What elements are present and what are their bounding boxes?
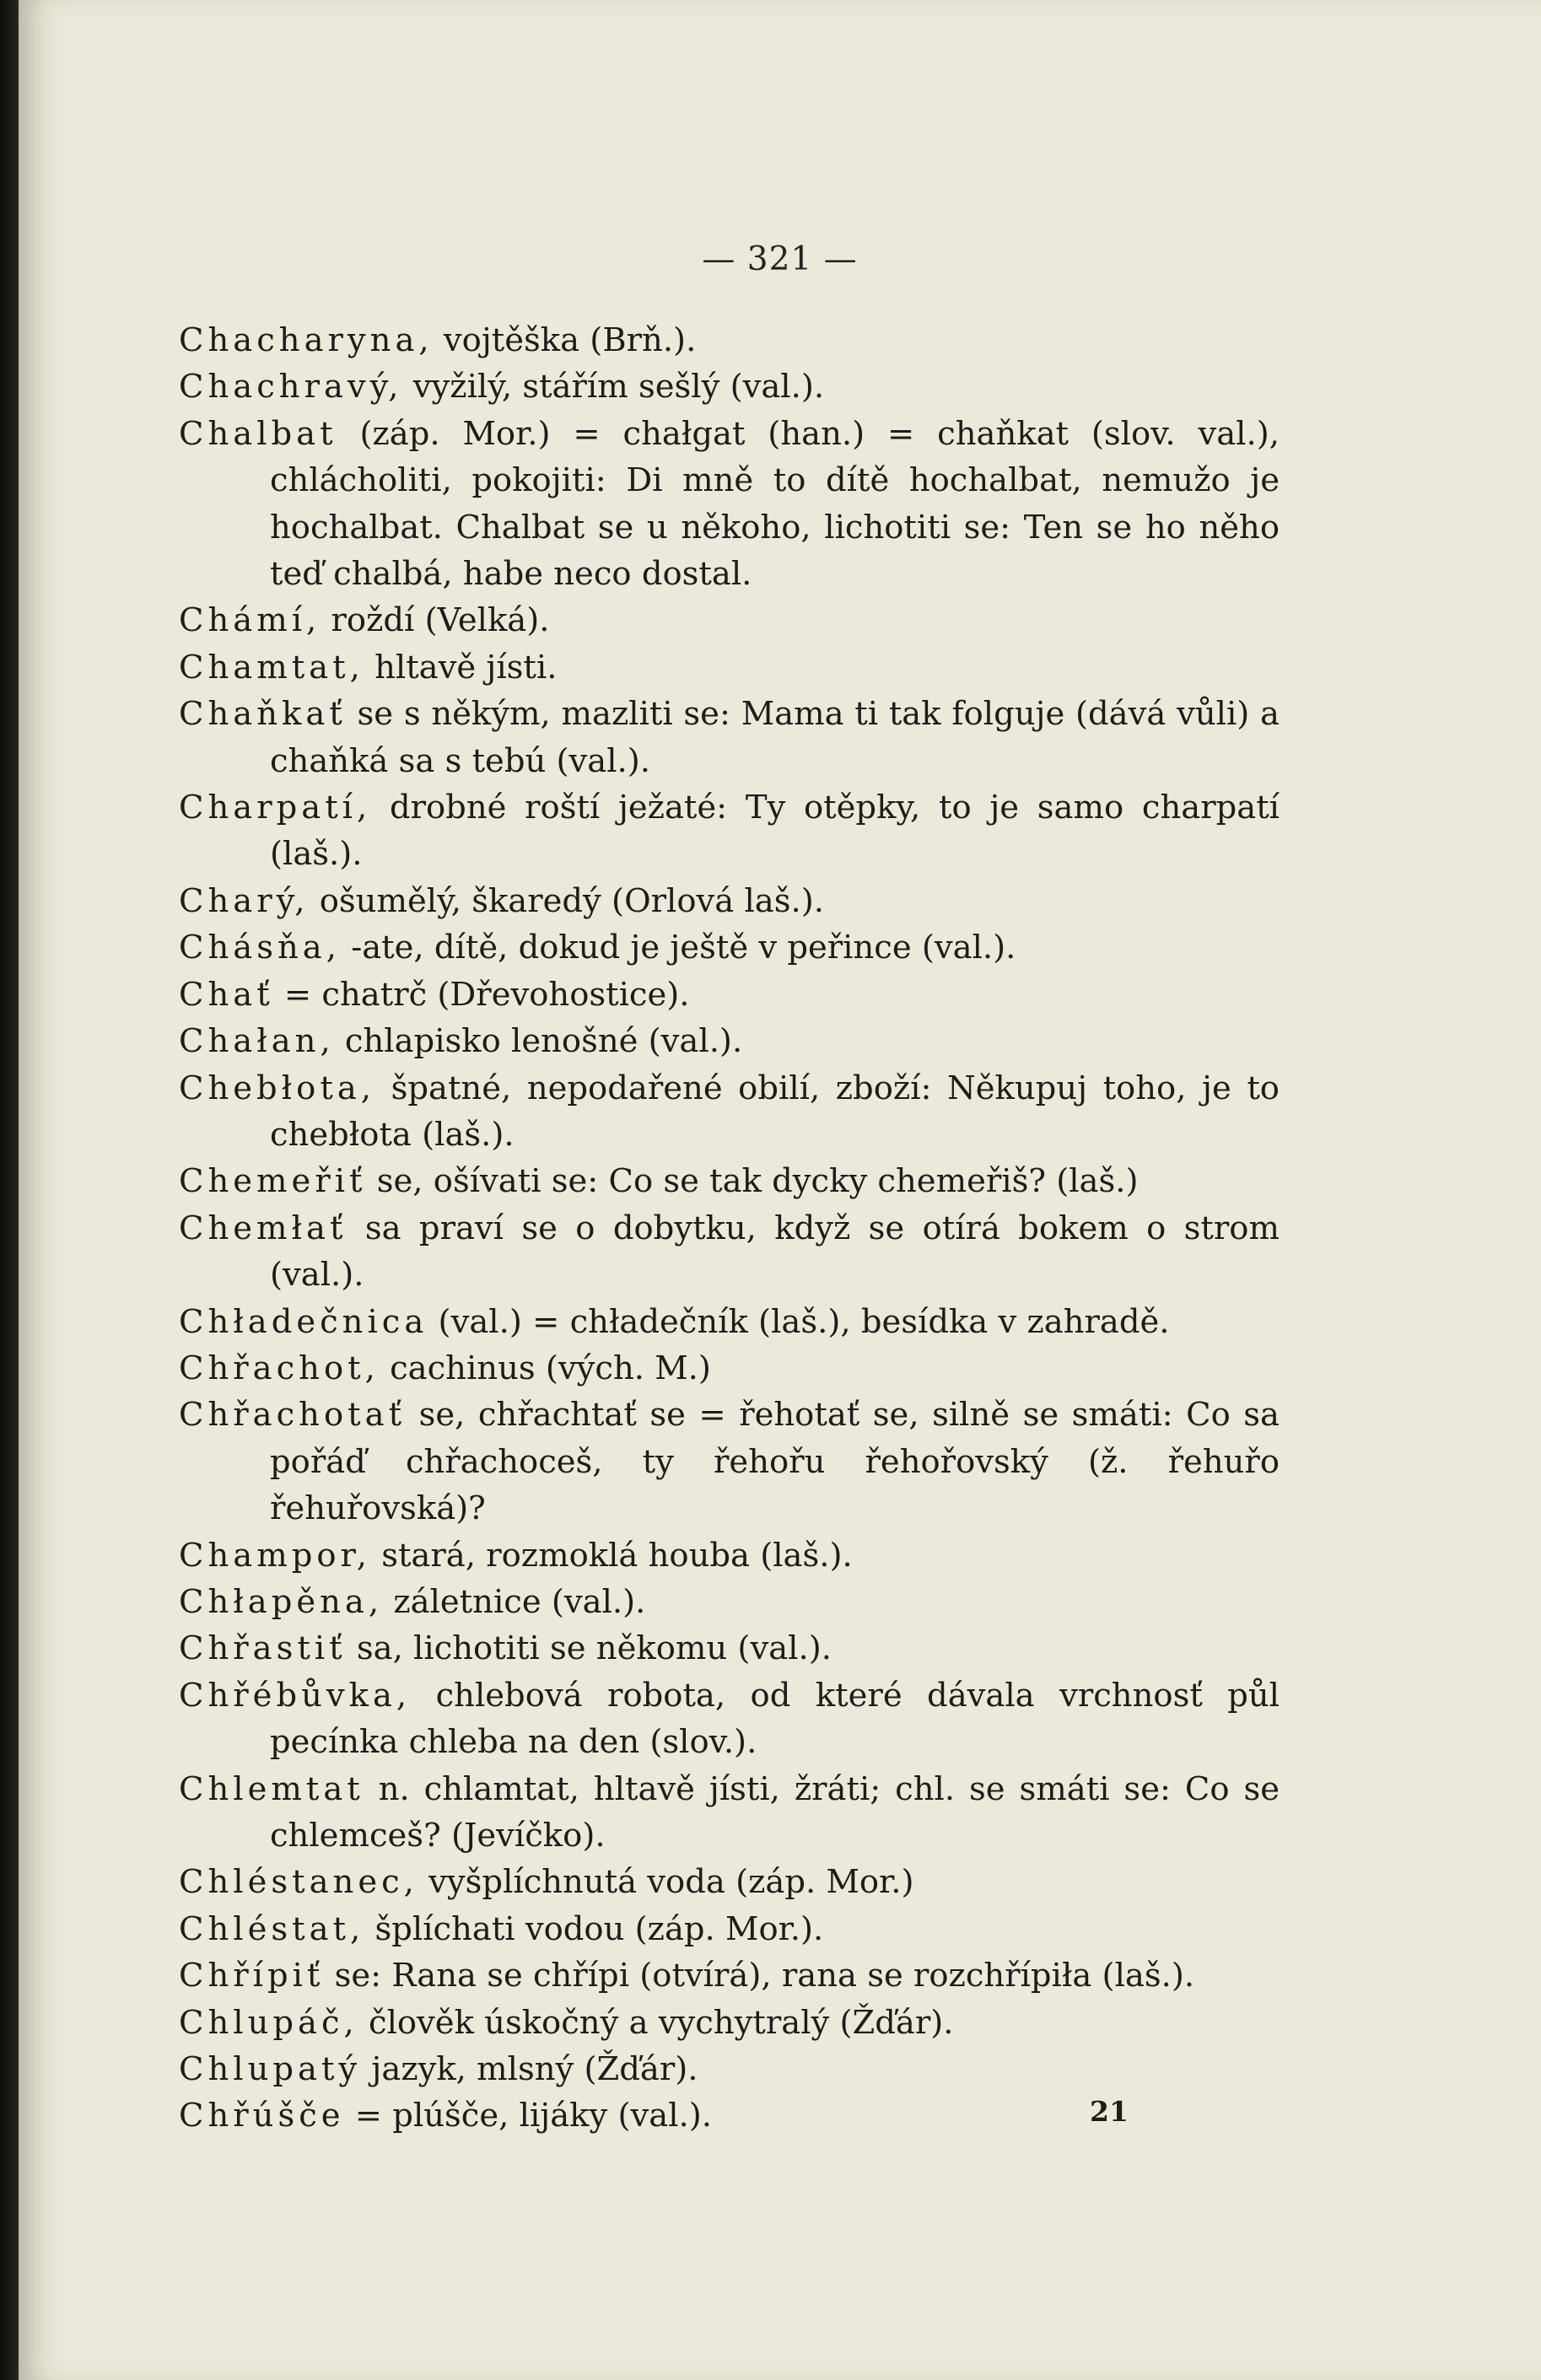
dictionary-entry [179, 1018, 1280, 1064]
entry-definition: ošumělý, škaredý (Orlová laš.). [309, 881, 824, 920]
dictionary-entry [179, 1392, 1280, 1532]
dictionary-entry [179, 644, 1280, 691]
entry-definition: -ate, dítě, dokud je ještě v peřince (val.). [340, 929, 1016, 967]
entry-definition: = plúšče, lijáky (val.). [344, 2097, 712, 2135]
entry-headword: Chemeřiť [179, 1162, 367, 1201]
entry-definition: cachinus (vých. M.) [379, 1349, 711, 1387]
entry-headword: Chaňkať [179, 695, 347, 734]
entry-definition: stará, rozmoklá houba (laš.). [370, 1536, 853, 1575]
book-spine-shadow [0, 0, 19, 2380]
entry-headword: Chłapěna, [179, 1582, 384, 1621]
dictionary-entry [179, 1766, 1280, 1860]
entry-headword: Chřébůvka, [179, 1676, 412, 1715]
entry-definition: roždí (Velká). [321, 601, 550, 640]
entry-definition: vyšplíchnutá voda (záp. Mor.) [418, 1863, 914, 1902]
entry-headword: Chlupatý [179, 2050, 362, 2089]
entry-definition: záletnice (val.). [383, 1582, 646, 1621]
entry-definition: špatné, nepodařené obilí, zboží: Někupuj toho, je to chebłota (laš.). [270, 1069, 1280, 1154]
entry-definition: hltavě jísti. [364, 648, 558, 687]
dictionary-entry [179, 1205, 1280, 1299]
entry-definition: se: Rana se chřípi (otvírá), rana se rozchřípiła (laš.). [324, 1957, 1195, 1995]
entry-definition: (záp. Mor.) = chałgat (han.) = chaňkat (slov. val.), chlácholiti, pokojiti: Di mně to dítě hochalbat, nemužo je hochalbat. Chalbat se u někoho, lichotiti se: Ten se ho něho teď chalbá, habe neco dostal. [270, 414, 1280, 594]
entry-definition: vojtěška (Brň.). [433, 321, 697, 359]
entry-definition: se s někým, mazliti se: Mama ti tak folguje (dává vůli) a chaňká sa s tebú (val.). [270, 695, 1280, 780]
dictionary-entry [179, 363, 1280, 410]
dictionary-entry [179, 317, 1280, 363]
entry-headword: Chřúšče [179, 2097, 345, 2135]
dictionary-entry [179, 1859, 1280, 1905]
entry-definition: se, chřachtať se = řehotať se, silně se smáti: Co sa pořáď chřachoceš, ty řehořu řehořovský (ž. řehuřo řehuřovská)? [270, 1396, 1280, 1528]
entry-headword: Chacharyna, [179, 321, 434, 359]
entry-headword: Chebłota, [179, 1069, 376, 1107]
dictionary-entry [179, 924, 1280, 971]
entry-definition: šplíchati vodou (záp. Mor.). [364, 1909, 824, 1948]
entry-headword: Chemłať [179, 1209, 348, 1247]
entry-headword: Chřachot, [179, 1349, 380, 1387]
dictionary-entry [179, 411, 1280, 598]
entry-headword: Champor, [179, 1536, 371, 1575]
entry-headword: Chléstat, [179, 1909, 365, 1948]
entry-definition: = chatrč (Dřevohostice). [273, 975, 690, 1014]
entry-headword: Chładečnica [179, 1302, 428, 1341]
entry-headword: Chřachotať [179, 1396, 407, 1435]
entry-definition: (val.) = chładečník (laš.), besídka v zahradě. [428, 1302, 1170, 1341]
entry-definition: chlapisko lenošné (val.). [334, 1022, 743, 1061]
dictionary-entry [179, 1299, 1280, 1345]
dictionary-entry-list [179, 317, 1280, 2140]
entry-headword: Chřípiť [179, 1957, 325, 1995]
entry-definition: n. chlamtat, hltavě jísti, žráti; chl. se smáti se: Co se chlemceš? (Jevíčko). [270, 1769, 1280, 1855]
entry-headword: Chachravý, [179, 368, 403, 407]
dictionary-entry [179, 1345, 1280, 1392]
entry-definition: sa, lichotiti se někomu (val.). [346, 1629, 832, 1668]
dictionary-entry [179, 1672, 1280, 1766]
dictionary-entry [179, 1158, 1280, 1204]
entry-headword: Chalbat [179, 414, 337, 453]
dictionary-entry [179, 691, 1280, 784]
entry-definition: člověk úskočný a vychytralý (Žďár). [358, 2003, 954, 2042]
entry-headword: Charý, [179, 881, 310, 920]
entry-headword: Chléstanec, [179, 1863, 418, 1902]
book-page [19, 0, 1541, 2380]
entry-headword: Chásňa, [179, 929, 341, 967]
dictionary-entry [179, 1625, 1280, 1672]
dictionary-entry [179, 2000, 1280, 2046]
entry-headword: Chať [179, 975, 274, 1014]
entry-headword: Chamtat, [179, 648, 364, 687]
dictionary-entry [179, 1579, 1280, 1625]
entry-definition: se, ošívati se: Co se tak dycky chemeřiš? (laš.) [366, 1162, 1139, 1201]
entry-definition: drobné roští ježaté: Ty otěpky, to je samo charpatí (laš.). [270, 789, 1280, 874]
dictionary-entry [179, 972, 1280, 1018]
dictionary-entry [179, 1065, 1280, 1159]
entry-headword: Chlemtat [179, 1769, 364, 1808]
entry-headword: Chámí, [179, 601, 321, 640]
dictionary-entry [179, 1906, 1280, 1952]
printer-signature-mark: 21 [1090, 2095, 1129, 2128]
dictionary-entry [179, 1952, 1280, 1999]
dictionary-entry [179, 878, 1280, 924]
entry-headword: Chałan, [179, 1022, 335, 1061]
entry-headword: Chlupáč, [179, 2003, 358, 2042]
entry-definition: jazyk, mlsný (Žďár). [361, 2050, 698, 2089]
entry-definition: chlebová robota, od které dávala vrchnosť půl pecínka chleba na den (slov.). [270, 1676, 1280, 1762]
entry-headword: Chřastiť [179, 1629, 347, 1668]
entry-definition: sa praví se o dobytku, když se otírá bokem o strom (val.). [270, 1209, 1280, 1295]
dictionary-entry [179, 597, 1280, 643]
entry-definition: vyžilý, stářím sešlý (val.). [402, 368, 825, 407]
entry-headword: Charpatí, [179, 789, 372, 827]
dictionary-entry [179, 2046, 1280, 2092]
page-number: — 321 — [702, 240, 858, 278]
dictionary-entry [179, 1532, 1280, 1579]
dictionary-entry [179, 784, 1280, 878]
